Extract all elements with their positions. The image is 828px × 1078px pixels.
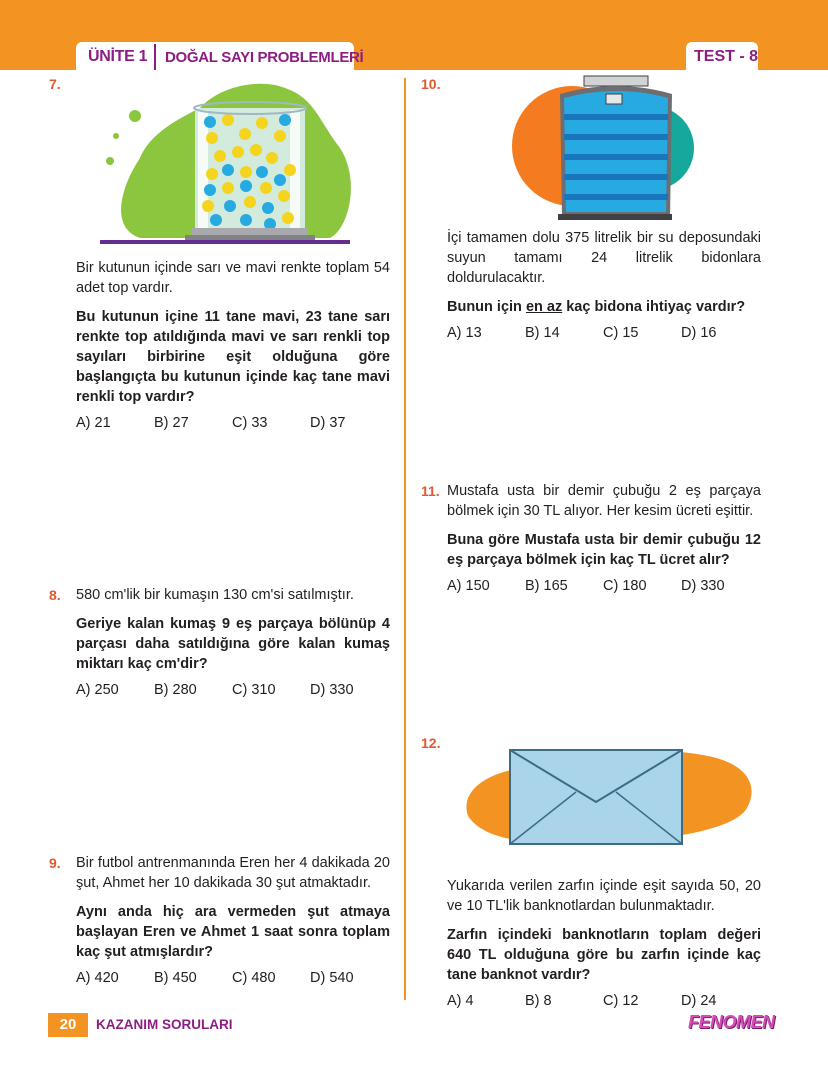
question-9-options: [76, 968, 390, 988]
option-b[interactable]: B) 8: [525, 993, 552, 1009]
test-label: TEST - 8: [694, 48, 759, 65]
question-12-options: [447, 991, 761, 1011]
question-7-number: 7.: [49, 76, 61, 92]
option-b[interactable]: B) 27: [154, 415, 189, 431]
option-b[interactable]: B) 450: [154, 970, 197, 986]
option-d[interactable]: D) 37: [310, 415, 346, 431]
question-7-options: [76, 413, 390, 433]
question-8-prompt: Geriye kalan kumaş 9 eş parçaya bölünüp 4 parçası daha satıldığına göre kalan kumaş miktarı kaç cm'dir?: [76, 616, 390, 672]
option-b[interactable]: B) 280: [154, 682, 197, 698]
option-a[interactable]: A) 250: [76, 682, 119, 698]
question-10-prompt: Bunun için en az kaç bidona ihtiyaç vardır?: [447, 299, 746, 315]
option-a[interactable]: A) 21: [76, 415, 111, 431]
question-12-number: 12.: [421, 735, 441, 751]
question-11-prompt: Buna göre Mustafa usta bir demir çubuğu 12 eş parçaya bölmek için kaç TL ücret alır?: [447, 532, 761, 568]
topic-title: DOĞAL SAYI PROBLEMLERİ: [165, 49, 364, 66]
question-9-number: 9.: [49, 855, 61, 871]
option-d[interactable]: D) 330: [310, 682, 354, 698]
question-10-stem: İçi tamamen dolu 375 litrelik bir su deposundaki suyun tamamı 24 litrelik bidonlara doldurulacaktır.: [447, 230, 761, 286]
option-d[interactable]: D) 540: [310, 970, 354, 986]
option-c[interactable]: C) 12: [603, 993, 639, 1009]
question-12-prompt: Zarfın içindeki banknotların toplam değeri 640 TL olduğuna göre bu zarfın içinde kaç tane banknot vardır?: [447, 927, 761, 983]
option-c[interactable]: C) 33: [232, 415, 268, 431]
question-11-options: [447, 576, 761, 596]
section-label: KAZANIM SORULARI: [96, 1017, 233, 1032]
question-10-options: [447, 323, 761, 343]
option-a[interactable]: A) 420: [76, 970, 119, 986]
option-b[interactable]: B) 165: [525, 578, 568, 594]
option-b[interactable]: B) 14: [525, 325, 560, 341]
question-10-number: 10.: [421, 76, 441, 92]
ball-jar-illustration: [100, 78, 360, 246]
option-c[interactable]: C) 15: [603, 325, 639, 341]
brand-logo: FENOMEN: [688, 1012, 775, 1032]
question-7: [76, 258, 390, 433]
page-number: 20: [48, 1013, 88, 1037]
option-c[interactable]: C) 180: [603, 578, 647, 594]
option-d[interactable]: D) 330: [681, 578, 725, 594]
option-c[interactable]: C) 480: [232, 970, 276, 986]
question-7-prompt: Bu kutunun içine 11 tane mavi, 23 tane sarı renkte top atıldığında mavi ve sarı renkli top sayıları birbirine eşit olduğuna göre başlangıçta bu kutunun içinde kaç tane mavi renkli top vardır?: [76, 309, 390, 405]
question-7-stem: Bir kutunun içinde sarı ve mavi renkte toplam 54 adet top vardır.: [76, 260, 390, 296]
option-a[interactable]: A) 4: [447, 993, 474, 1009]
question-11-number: 11.: [421, 483, 440, 499]
question-10: [447, 228, 761, 343]
question-8-number: 8.: [49, 587, 61, 603]
column-divider: [404, 78, 406, 1000]
option-a[interactable]: A) 150: [447, 578, 490, 594]
option-a[interactable]: A) 13: [447, 325, 482, 341]
question-9-stem: Bir futbol antrenmanında Eren her 4 dakikada 20 şut, Ahmet her 10 dakikada 30 şut atmaktadır.: [76, 855, 390, 891]
option-d[interactable]: D) 16: [681, 325, 717, 341]
question-12-stem: Yukarıda verilen zarfın içinde eşit sayıda 50, 20 ve 10 TL'lik banknotlardan bulunmaktadır.: [447, 878, 761, 914]
question-11-stem: Mustafa usta bir demir çubuğu 2 eş parçaya bölmek için 30 TL alıyor. Her kesim ücreti eşittir.: [447, 483, 761, 519]
question-8-options: [76, 680, 390, 700]
question-9-prompt: Aynı anda hiç ara vermeden şut atmaya başlayan Eren ve Ahmet 1 saat sonra toplam kaç şut atmışlardır?: [76, 904, 390, 960]
question-8: [76, 585, 390, 700]
question-11: [447, 481, 761, 596]
question-9: [76, 853, 390, 988]
question-12: [447, 876, 761, 1011]
envelope-illustration: [458, 746, 758, 850]
option-d[interactable]: D) 24: [681, 993, 717, 1009]
unit-label: ÜNİTE 1: [88, 48, 148, 65]
option-c[interactable]: C) 310: [232, 682, 276, 698]
emphasis-underline: en az: [525, 299, 563, 315]
tab-separator: [154, 44, 156, 70]
question-8-stem: 580 cm'lik bir kumaşın 130 cm'si satılmıştır.: [76, 587, 354, 603]
water-tank-illustration: [512, 76, 712, 222]
